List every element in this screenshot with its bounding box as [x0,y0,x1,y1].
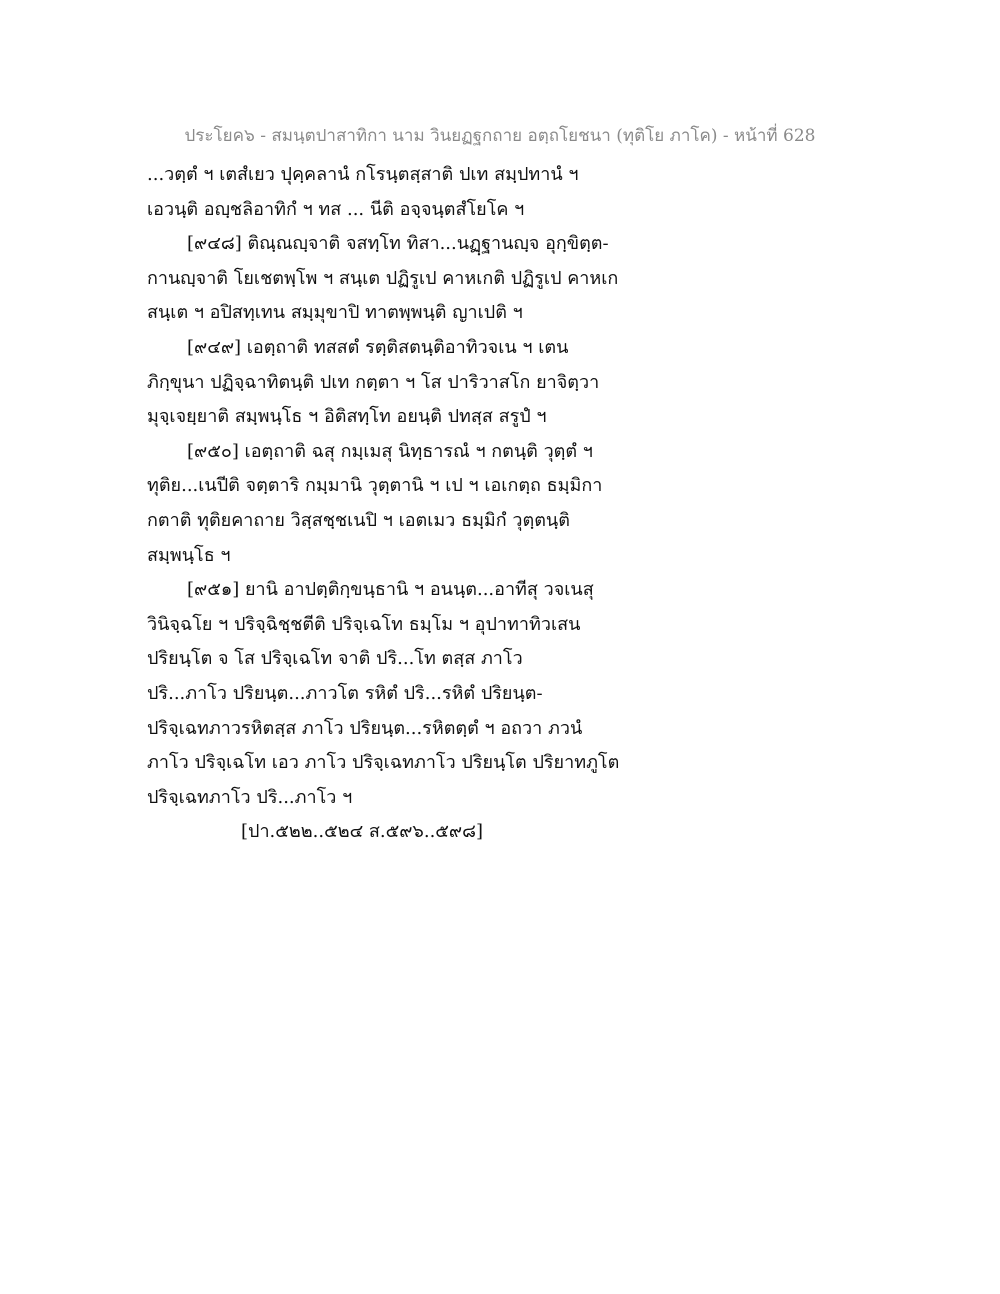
text-line: ปริจฺเฉทภาโว ปริ...ภาโว ฯ [147,786,353,808]
text-line: ภิกฺขุนา ปฏิจฺฉาทิตนฺติ ปเท กตฺตา ฯ โส ปาริวาสโก ยาจิตฺวา [147,371,600,393]
text-line: ...วตฺตํ ฯ เตสํเยว ปุคฺคลานํ กโรนฺตสฺสาติ ปเท สมฺปทานํ ฯ [147,164,579,185]
paragraph-948-start: [๙๔๘] ติณฺณญฺจาติ จสทฺโท ทิสา...นฏฺฐานญฺจ อุกฺขิตฺต- [187,233,609,255]
text-line: มุจฺเจยฺยาติ สมฺพนฺโธ ฯ อิติสทฺโท อยนฺติ ปทสฺส สรูปํ ฯ [147,406,547,428]
paragraph-951-start: [๙๕๑] ยานิ อาปตฺติกฺขนฺธานิ ฯ อนนฺต...อาทีสุ วจเนสุ [187,579,594,601]
text-line: เอวนฺติ อญฺชลิอาทิกํ ฯ ทส ... นีติ อจฺจนฺตสํโยโค ฯ [147,198,525,220]
text-line: กตาติ ทุติยคาถาย วิสฺสชฺชเนปิ ฯ เอตเมว ธมฺมิกํ วุตฺตนฺติ [147,509,570,531]
text-line: ปริยนฺโต จ โส ปริจฺเฉโท จาติ ปริ...โท ตสฺส ภาโว [147,648,523,670]
page-header: ประโยค๖ - สมนฺตปาสาทิกา นาม วินยฏฐกถาย อตฺถโยชนา (ทุติโย ภาโค) - หน้าที่ 628 [184,126,816,146]
paragraph-950-start: [๙๕๐] เอตฺถาติ ฉสุ กมฺเมสุ นิทฺธารณํ ฯ กตนฺติ วุตฺตํ ฯ [187,440,593,462]
text-line: สนฺเต ฯ อปิสทฺเทน สมฺมุขาปิ ทาตพฺพนฺติ ญาเปติ ฯ [147,302,523,324]
paragraph-949-start: [๙๔๙] เอตฺถาติ ทสสตํ รตฺติสตนฺติอาทิวจเน ฯ เตน [187,336,569,358]
text-line: ภาโว ปริจฺเฉโท เอว ภาโว ปริจฺเฉทภาโว ปริยนฺโต ปริยาทภูโต [147,752,620,774]
text-line: กานญฺจาติ โยเชตพฺโพ ฯ สนฺเต ปฏิรูเป คาหเกติ ปฏิรูเป คาหเก [147,267,619,289]
text-line: ปริจฺเฉทภาวรหิตสฺส ภาโว ปริยนฺต...รหิตตฺตํ ฯ อถวา ภวนํ [147,717,583,739]
body-text [147,158,707,850]
text-line: ทุติย...เนปีติ จตฺตาริ กมฺมานิ วุตฺตานิ ฯ เป ฯ เอเกตฺถ ธมฺมิกา [147,475,603,497]
text-line: สมฺพนฺโธ ฯ [147,544,231,566]
text-line: ปริ...ภาโว ปริยนฺต...ภาวโต รหิตํ ปริ...รหิตํ ปริยนฺต- [147,682,543,704]
page-reference: [ปา.๕๒๒..๕๒๔ ส.๕๙๖..๕๙๘] [241,821,484,843]
text-line: วินิจฺฉโย ฯ ปริจฺฉิชฺชตีติ ปริจฺเฉโท ธมฺโม ฯ อุปาทาทิวเสน [147,613,581,635]
